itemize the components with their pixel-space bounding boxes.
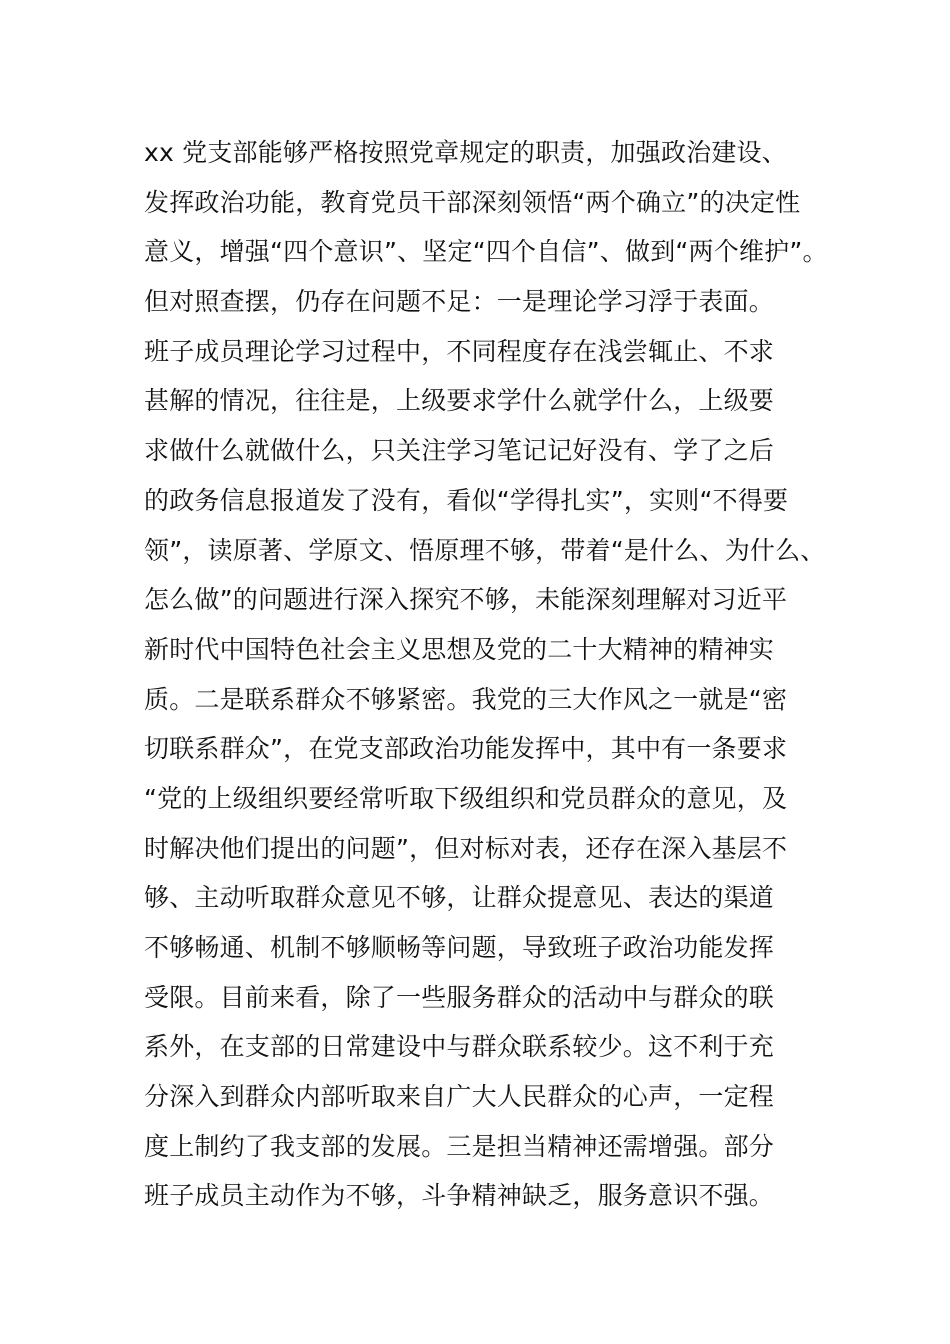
text-line: 够、主动听取群众意见不够，让群众提意见、表达的渠道 <box>144 883 775 913</box>
text-line: 怎么做”的问题进行深入探究不够，未能深刻理解对习近平 <box>144 585 788 615</box>
text-line: 班子成员理论学习过程中，不同程度存在浅尝辄止、不求 <box>144 336 775 366</box>
text-line: 时解决他们提出的问题”，但对标对表，还存在深入基层不 <box>144 833 788 863</box>
text-line: 领”，读原著、学原文、悟原理不够，带着“是什么、为什么、 <box>144 535 826 565</box>
text-line: 但对照查摆，仍存在问题不足：一是理论学习浮于表面。 <box>144 287 775 317</box>
text-line: 度上制约了我支部的发展。三是担当精神还需增强。部分 <box>144 1131 775 1161</box>
text-line: “党的上级组织要经常听取下级组织和党员群众的意见，及 <box>144 783 788 813</box>
text-line: 质。二是联系群众不够紧密。我党的三大作风之一就是“密 <box>144 684 788 714</box>
text-line: 意义，增强“四个意识”、坚定“四个自信”、做到“两个维护”。 <box>144 237 828 267</box>
text-line: 新时代中国特色社会主义思想及党的二十大精神的精神实 <box>144 634 775 664</box>
text-line: 系外，在支部的日常建设中与群众联系较少。这不利于充 <box>144 1032 775 1062</box>
text-line: 甚解的情况，往往是，上级要求学什么就学什么，上级要 <box>144 386 775 416</box>
text-line: 不够畅通、机制不够顺畅等问题，导致班子政治功能发挥 <box>144 933 775 962</box>
text-line: xx 党支部能够严格按照党章规定的职责，加强政治建设、 <box>144 138 787 167</box>
text-line: 发挥政治功能，教育党员干部深刻领悟“两个确立”的决定性 <box>144 187 801 217</box>
text-line: 求做什么就做什么，只关注学习笔记记好没有、学了之后 <box>144 436 775 466</box>
text-line: 分深入到群众内部听取来自广大人民群众的心声，一定程 <box>144 1082 775 1112</box>
text-line: 切联系群众”，在党支部政治功能发挥中，其中有一条要求 <box>144 734 788 764</box>
text-line: 受限。目前来看，除了一些服务群众的活动中与群众的联 <box>144 982 775 1012</box>
body-paragraph <box>144 128 844 1221</box>
text-line: 班子成员主动作为不够，斗争精神缺乏，服务意识不强。 <box>144 1181 775 1211</box>
text-line: 的政务信息报道发了没有，看似“学得扎实”，实则“不得要 <box>144 485 789 515</box>
